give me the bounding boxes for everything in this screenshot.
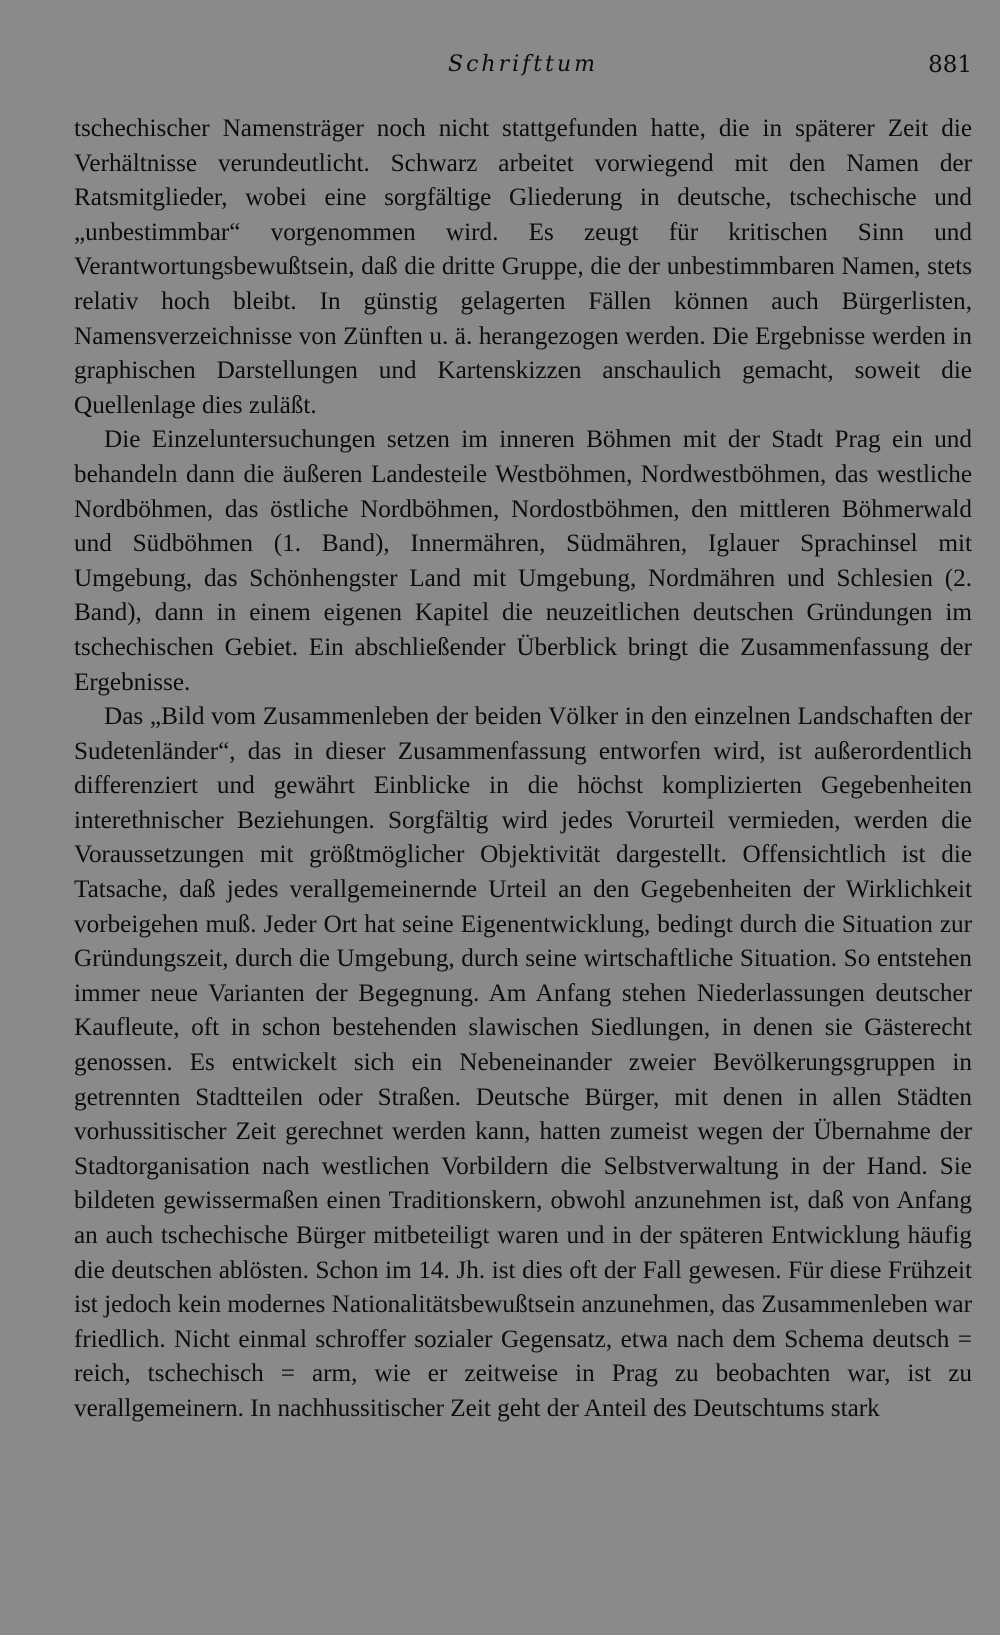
page-number: 881 (928, 52, 972, 78)
page-header (74, 52, 972, 92)
paragraph-2: Die Einzeluntersuchungen setzen im inneren Böhmen mit der Stadt Prag ein und behandeln dann die äußeren Landesteile Westböhmen, Nordwestböhmen, das westliche Nordböhmen, das östliche Nordböhmen, Nordostböhmen, den mittleren Böhmerwald und Südböhmen (1. Band), Innermähren, Südmähren, Iglauer Sprachinsel mit Umgebung, das Schönhengster Land mit Umgebung, Nordmähren und Schlesien (2. Band), dann in einem eigenen Kapitel die neuzeitlichen deutschen Gründungen im tschechischen Gebiet. Ein abschließender Überblick bringt die Zusammenfassung der Ergebnisse. (74, 426, 972, 696)
paragraph-3: Das „Bild vom Zusammenleben der beiden Völker in den einzelnen Landschaften der Sudetenländer“, das in dieser Zusammenfassung entworfen wird, ist außerordentlich differenziert und gewährt Einblicke in die höchst komplizierten Gegebenheiten interethnischer Beziehungen. Sorgfältig wird jedes Vorurteil vermieden, werden die Voraussetzungen mit größtmöglicher Objektivität dargestellt. Offensichtlich ist die Tatsache, daß jedes verallgemeinernde Urteil an den Gegebenheiten der Wirklichkeit vorbeigehen muß. Jeder Ort hat seine Eigenentwicklung, bedingt durch die Situation zur Gründungszeit, durch die Umgebung, durch seine wirtschaftliche Situation. So entstehen immer neue Varianten der Begegnung. Am Anfang stehen Niederlassungen deutscher Kaufleute, oft in schon bestehenden slawischen Siedlungen, in denen sie Gästerecht genossen. Es entwickelt sich ein Nebeneinander zweier Bevölkerungsgruppen in getrennten Stadtteilen oder Straßen. Deutsche Bürger, mit denen in allen Städten vorhussitischer Zeit gerechnet werden kann, hatten zumeist wegen der Übernahme der Stadtorganisation nach westlichen Vorbildern die Selbstverwaltung in der Hand. Sie bildeten gewissermaßen einen Traditionskern, obwohl anzunehmen ist, daß von Anfang an auch tschechische Bürger mitbeteiligt waren und in der späteren Entwicklung häufig die deutschen ablösten. Schon im 14. Jh. ist dies oft der Fall gewesen. Für diese Frühzeit ist jedoch kein modernes Nationalitätsbewußtsein anzunehmen, das Zusammenleben war friedlich. Nicht einmal schroffer sozialer Gegensatz, etwa nach dem Schema deutsch = reich, tschechisch = arm, wie er zeitweise in Prag zu beobachten war, ist zu verallgemeinern. In nachhussitischer Zeit geht der Anteil des Deutschtums stark (74, 703, 972, 1422)
body-text (74, 112, 972, 1427)
running-head: Schrifttum (448, 52, 598, 77)
paragraph-1: tschechischer Namensträger noch nicht stattgefunden hatte, die in späterer Zeit die Verhältnisse verundeutlicht. Schwarz arbeitet vorwiegend mit den Namen der Ratsmitglieder, wobei eine sorgfältige Gliederung in deutsche, tschechische und „unbestimmbar“ vorgenommen wird. Es zeugt für kritischen Sinn und Verantwortungsbewußtsein, daß die dritte Gruppe, die der unbestimmbaren Namen, stets relativ hoch bleibt. In günstig gelagerten Fällen können auch Bürgerlisten, Namensverzeichnisse von Zünften u. ä. herangezogen werden. Die Ergebnisse werden in graphischen Darstellungen und Kartenskizzen anschaulich gemacht, soweit die Quellenlage dies zuläßt. (74, 115, 972, 419)
